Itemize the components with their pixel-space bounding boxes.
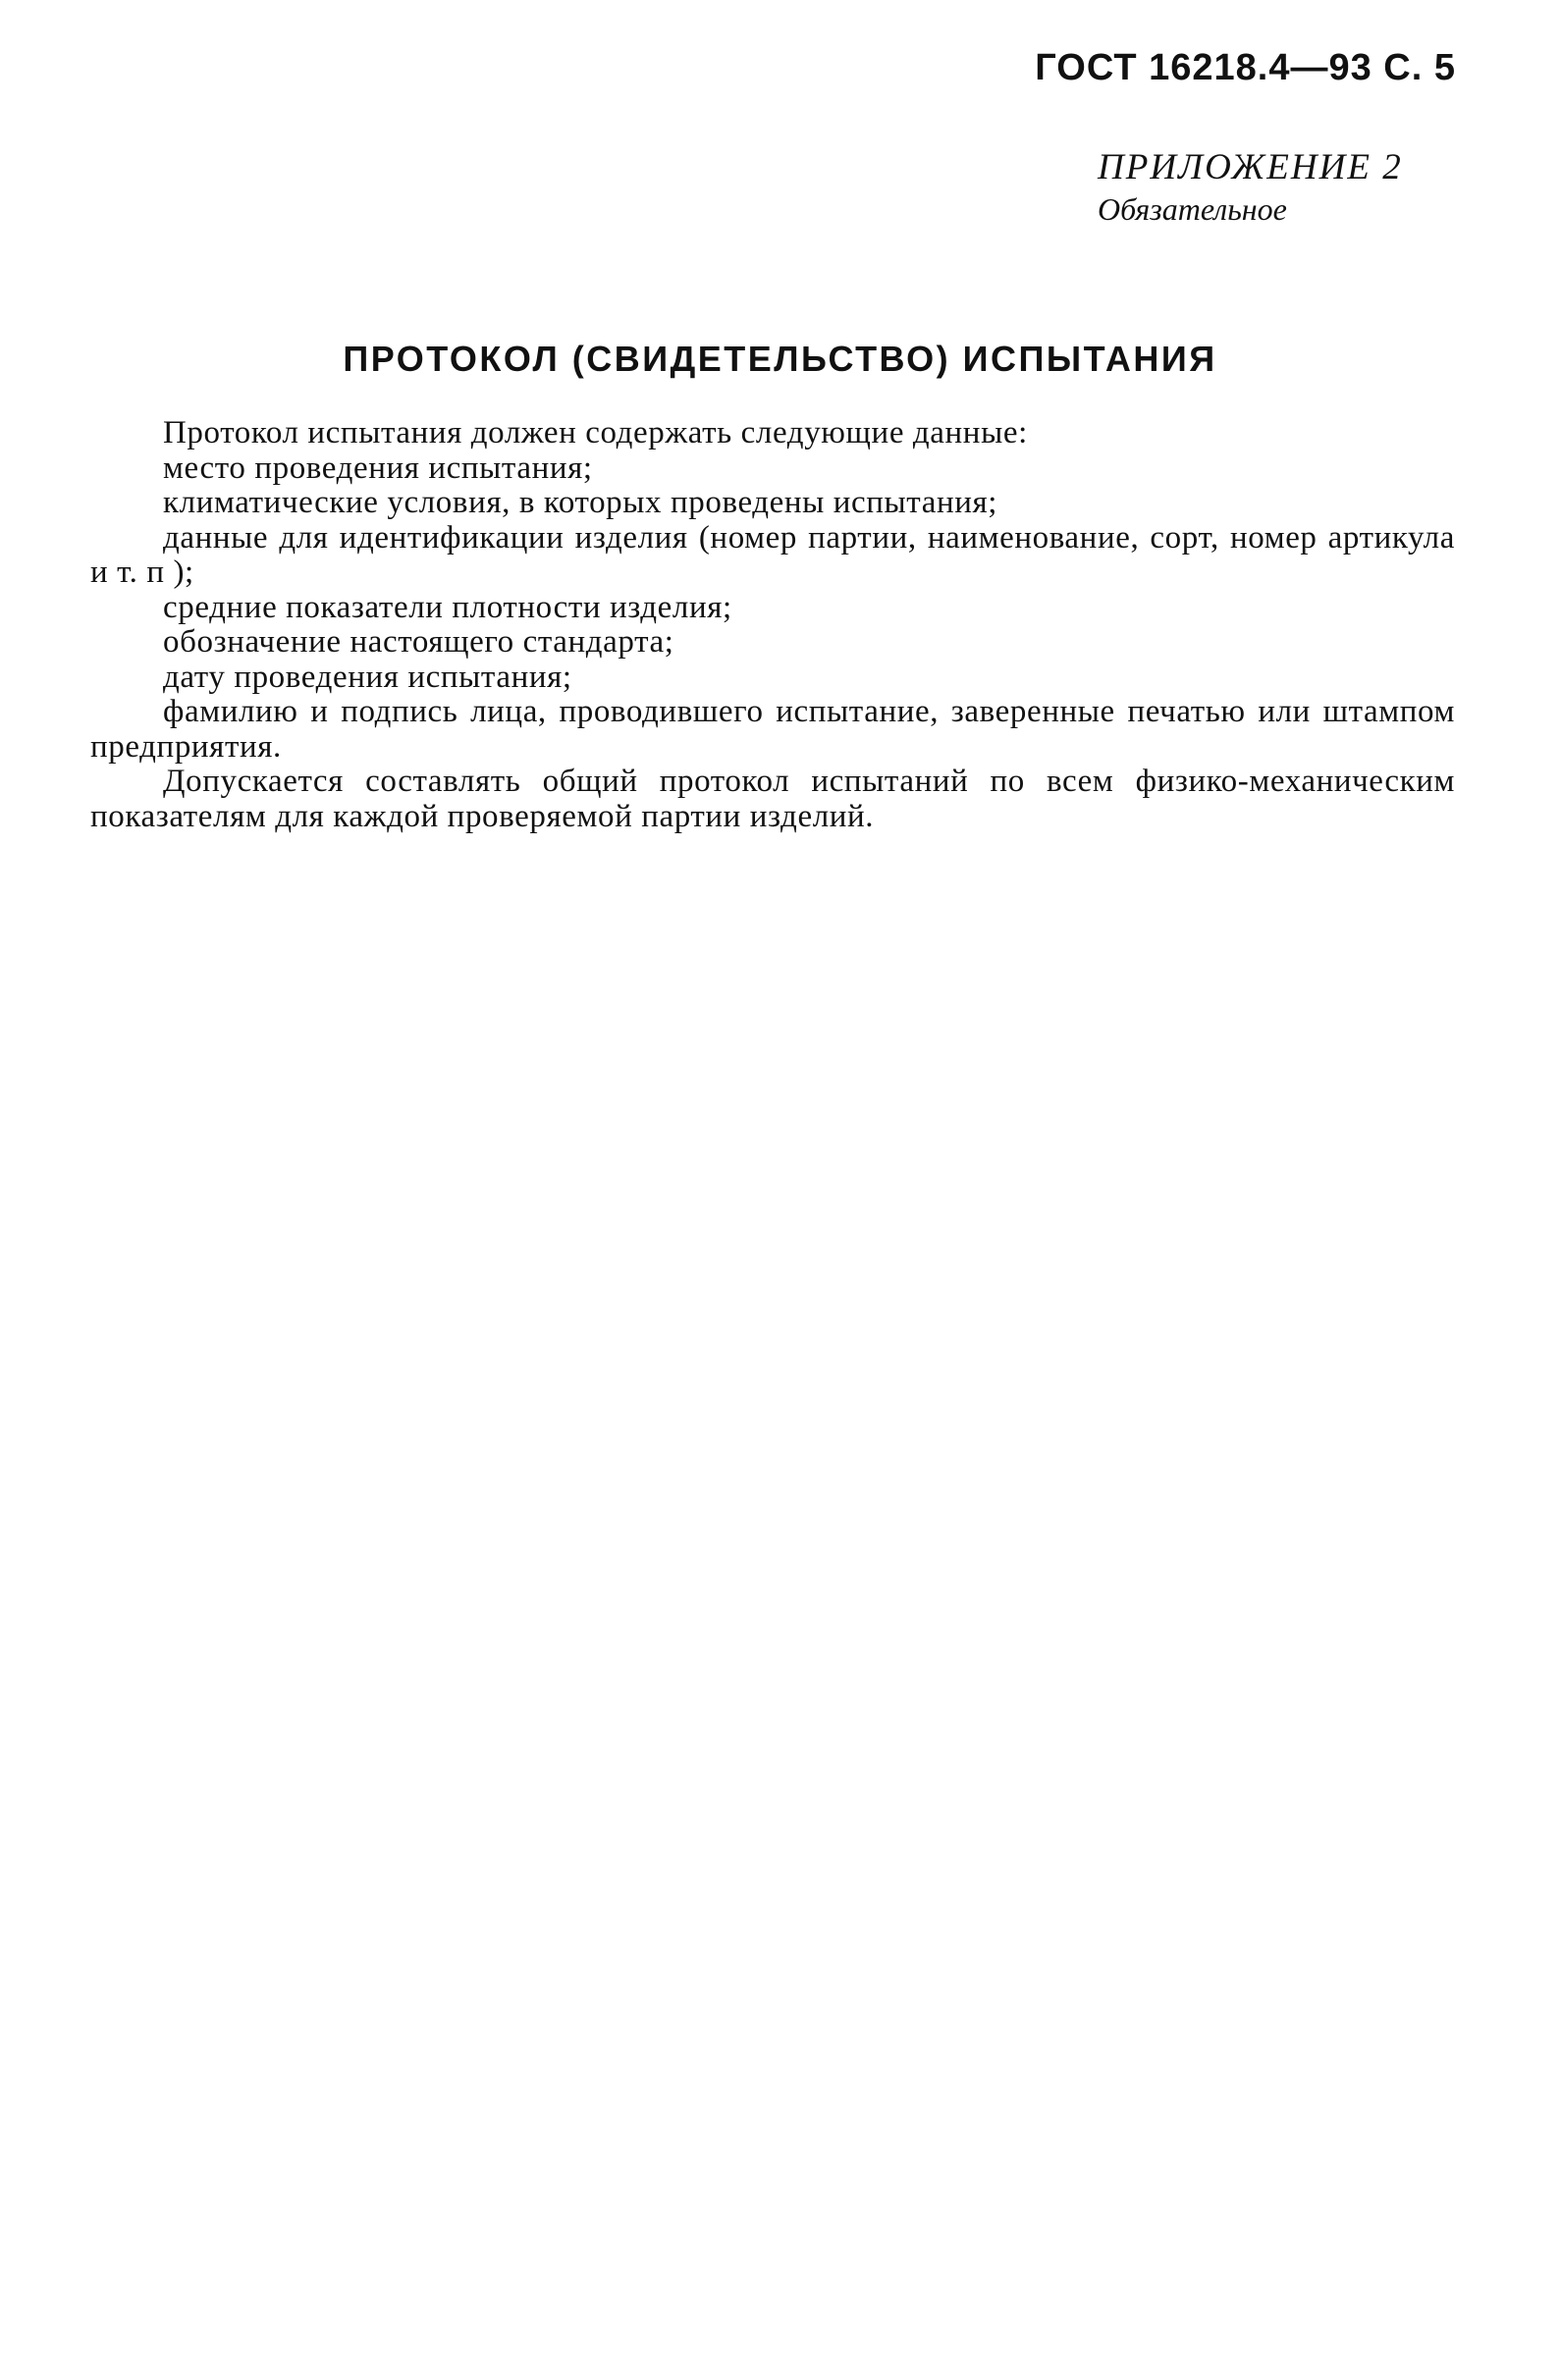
page-header-standard-ref: ГОСТ 16218.4—93 С. 5 [1035, 47, 1456, 88]
paragraph-signature: фамилию и подпись лица, проводившего испытание, заверенные печатью или штампом предприятия. [90, 694, 1455, 765]
paragraph-density-indicators: средние показатели плотности изделия; [163, 589, 732, 625]
paragraph-intro: Протокол испытания должен содержать следующие данные: [163, 415, 1028, 450]
paragraph-test-place: место проведения испытания; [163, 450, 593, 486]
paragraph-climatic-conditions: климатические условия, в которых проведены испытания; [163, 485, 998, 520]
paragraph-common-protocol: Допускается составлять общий протокол испытаний по всем физико-механическим показателям для каждой проверяемой партии изделий. [90, 764, 1455, 834]
document-title: ПРОТОКОЛ (СВИДЕТЕЛЬСТВО) ИСПЫТАНИЯ [343, 339, 1217, 379]
appendix-label [1098, 147, 1403, 227]
paragraph-standard-designation: обозначение настоящего стандарта; [163, 624, 674, 660]
appendix-status: Обязательное [1098, 190, 1287, 227]
appendix-title: ПРИЛОЖЕНИЕ 2 [1098, 147, 1403, 187]
paragraph-test-date: дату проведения испытания; [163, 659, 572, 695]
paragraph-product-identification: данные для идентификации изделия (номер партии, наименование, сорт, номер артикула и т. п ); [90, 519, 1455, 590]
document-body [90, 416, 1455, 834]
